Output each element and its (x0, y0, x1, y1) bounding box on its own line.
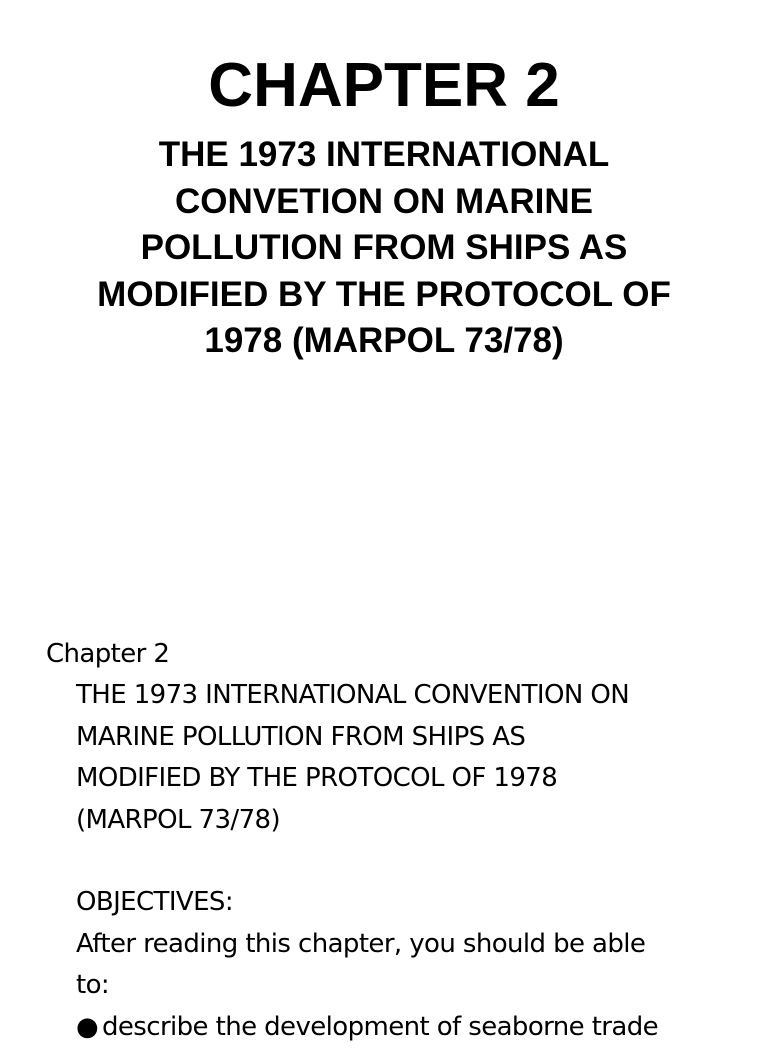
subtitle-line: CONVETION ON MARINE (174, 181, 594, 221)
spacer (46, 841, 746, 882)
objective-bullet-text: describe the development of seaborne trade (102, 1011, 659, 1042)
slide-subtitle (40, 132, 728, 365)
heading-line: MARINE POLLUTION FROM SHIPS AS (76, 721, 526, 752)
chapter-label: Chapter 2 (46, 639, 170, 669)
slide-title: CHAPTER 2 (208, 51, 560, 120)
subtitle-line: THE 1973 INTERNATIONAL (158, 135, 610, 174)
intro-line: After reading this chapter, you should be able (76, 928, 646, 959)
subtitle-line: 1978 (MARPOL 73/78) (204, 321, 564, 360)
heading-line: MODIFIED BY THE PROTOCOL OF 1978 (76, 763, 558, 794)
intro-line: to: (76, 970, 110, 1001)
notes-text-block (46, 634, 746, 1048)
bullet-icon: ● (76, 1011, 99, 1042)
subtitle-line: MODIFIED BY THE PROTOCOL OF (97, 274, 671, 314)
subtitle-line: POLLUTION FROM SHIPS AS (140, 228, 628, 267)
heading-line: THE 1973 INTERNATIONAL CONVENTION ON (76, 680, 630, 711)
heading-line: (MARPOL 73/78) (76, 804, 280, 835)
objectives-label: OBJECTIVES: (76, 887, 233, 918)
objective-bullet-item (46, 1007, 746, 1048)
